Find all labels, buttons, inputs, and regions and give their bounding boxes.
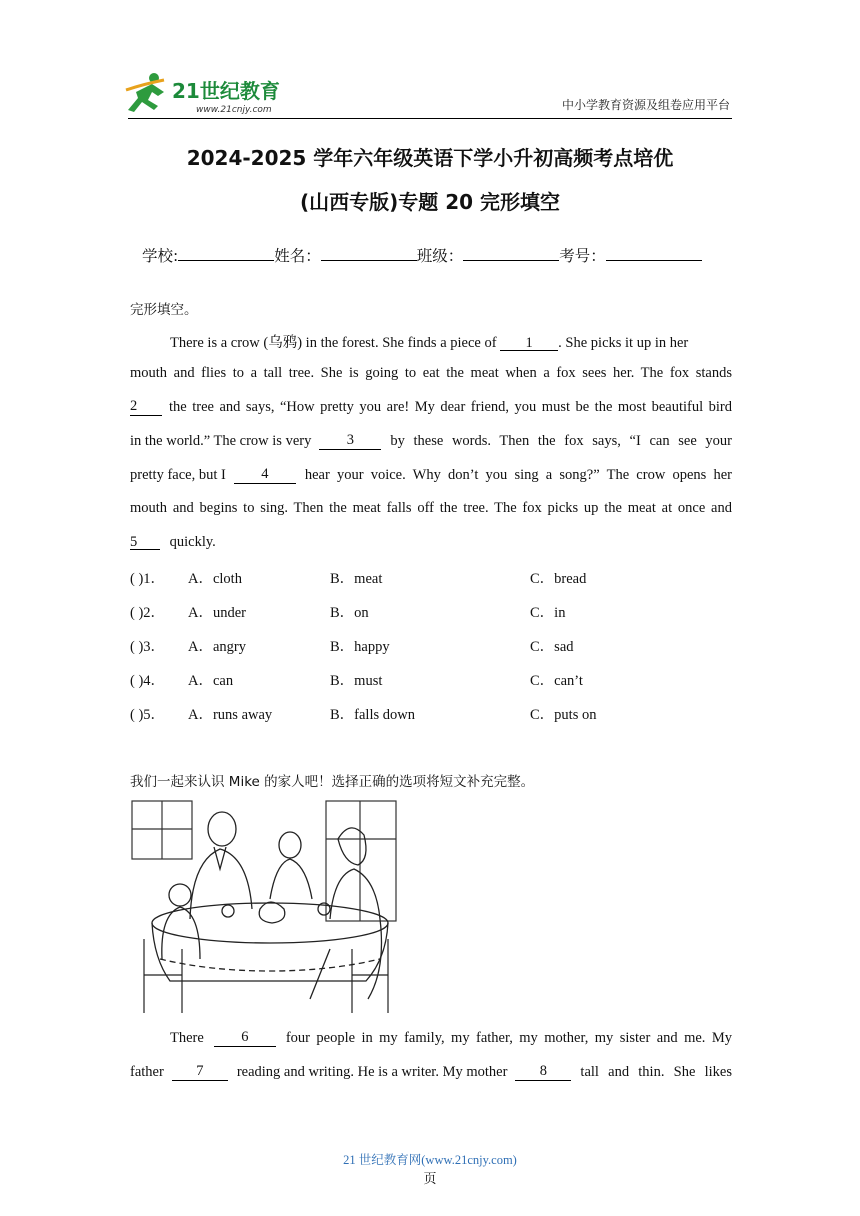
passage-text: pretty face, but I <box>130 467 226 483</box>
question-number[interactable]: ( )1． <box>130 571 166 587</box>
question-number[interactable]: ( )4． <box>130 673 166 689</box>
option-c[interactable]: C．sad <box>530 639 574 655</box>
platform-label: 中小学教育资源及组卷应用平台 <box>561 98 730 112</box>
option-a[interactable]: A．can <box>188 673 234 689</box>
passage-line-7 <box>130 534 216 551</box>
passage-line-5 <box>130 467 732 484</box>
option-a[interactable]: A．under <box>188 605 246 621</box>
passage-text: in the world.” The crow is very <box>130 433 312 449</box>
passage-line-1 <box>170 331 688 352</box>
page-title-line-2: (山西专版)专题 20 完形填空 <box>299 190 561 214</box>
option-row-4 <box>130 669 732 689</box>
option-b[interactable]: B．meat <box>330 571 383 587</box>
option-c[interactable]: C．in <box>530 605 566 621</box>
page-title-line-1: 2024-2025 学年六年级英语下学小升初高频考点培优 <box>186 146 674 170</box>
passage-line-6: mouth and begins to sing. Then the meat falls off the tree. The fox picks up the meat at once and <box>130 500 732 516</box>
passage-text: tall and thin. She likes <box>580 1064 732 1080</box>
option-b[interactable]: B．falls down <box>330 707 415 723</box>
passage-text: father <box>130 1064 164 1080</box>
footer-page-label: 页 <box>423 1172 437 1187</box>
option-c[interactable]: C．puts on <box>530 707 597 723</box>
svg-text:21世纪教育: 21世纪教育 <box>172 79 280 103</box>
blank-6[interactable]: 6 <box>214 1030 276 1047</box>
passage-text: quickly. <box>169 534 216 550</box>
passage-text: the tree and says, “How pretty you are! My dear friend, you must be the most beautiful bird <box>169 399 732 415</box>
blank-1[interactable]: 1 <box>500 336 558 351</box>
blank-5[interactable]: 5 <box>130 535 160 550</box>
site-logo <box>124 70 294 116</box>
school-label: 学校: <box>142 247 179 265</box>
school-field[interactable] <box>178 246 274 261</box>
passage-text: hear your voice. Why don’t you sing a song?” The crow opens her <box>304 467 732 483</box>
passage-text: There is a crow (乌鸦) in the forest. She finds a piece of <box>170 335 497 351</box>
passage-text: reading and writing. He is a writer. My mother <box>236 1064 508 1080</box>
option-row-5 <box>130 703 732 723</box>
section-1-heading: 完形填空。 <box>130 302 198 318</box>
option-c[interactable]: C．can’t <box>530 673 583 689</box>
option-b[interactable]: B．happy <box>330 639 390 655</box>
passage-line-3 <box>130 399 732 416</box>
footer-site-link[interactable]: 21 世纪教育网(www.21cnjy.com) <box>343 1153 517 1167</box>
passage2-line-2 <box>130 1064 732 1081</box>
passage-text: by these words. Then the fox says, “I can see your <box>390 433 732 449</box>
class-field[interactable] <box>463 246 559 261</box>
option-a[interactable]: A．angry <box>188 639 246 655</box>
passage2-line-1 <box>170 1030 732 1047</box>
option-row-3 <box>130 635 732 655</box>
blank-4[interactable]: 4 <box>234 467 296 484</box>
passage-line-4 <box>130 433 732 450</box>
passage-text: There <box>170 1030 204 1046</box>
number-label: 考号： <box>559 247 606 265</box>
passage-text: . She picks it up in her <box>558 335 689 351</box>
passage-line-2: mouth and flies to a tall tree. She is going to eat the meat when a fox sees her. The fox stands <box>130 365 732 381</box>
option-a[interactable]: A．runs away <box>188 707 273 723</box>
name-label: 姓名： <box>274 247 321 265</box>
family-illustration <box>130 799 402 1015</box>
option-b[interactable]: B．on <box>330 605 369 621</box>
blank-8[interactable]: 8 <box>515 1064 571 1081</box>
svg-text:www.21cnjy.com: www.21cnjy.com <box>196 105 272 115</box>
option-c[interactable]: C．bread <box>530 571 587 587</box>
question-number[interactable]: ( )3． <box>130 639 166 655</box>
student-info-row <box>142 244 702 266</box>
option-a[interactable]: A．cloth <box>188 571 242 587</box>
class-label: 班级： <box>416 247 464 265</box>
question-number[interactable]: ( )2． <box>130 605 166 621</box>
header-divider <box>128 118 732 119</box>
number-field[interactable] <box>606 246 702 261</box>
option-row-1 <box>130 567 732 587</box>
option-b[interactable]: B．must <box>330 673 383 689</box>
blank-3[interactable]: 3 <box>319 433 381 450</box>
blank-2[interactable]: 2 <box>130 399 162 416</box>
passage-text: four people in my family, my father, my mother, my sister and me. My <box>285 1030 732 1046</box>
option-row-2 <box>130 601 732 621</box>
question-number[interactable]: ( )5． <box>130 707 166 723</box>
blank-7[interactable]: 7 <box>172 1064 228 1081</box>
section-2-heading: 我们一起来认识 Mike 的家人吧！选择正确的选项将短文补充完整。 <box>130 774 535 790</box>
name-field[interactable] <box>321 246 417 261</box>
